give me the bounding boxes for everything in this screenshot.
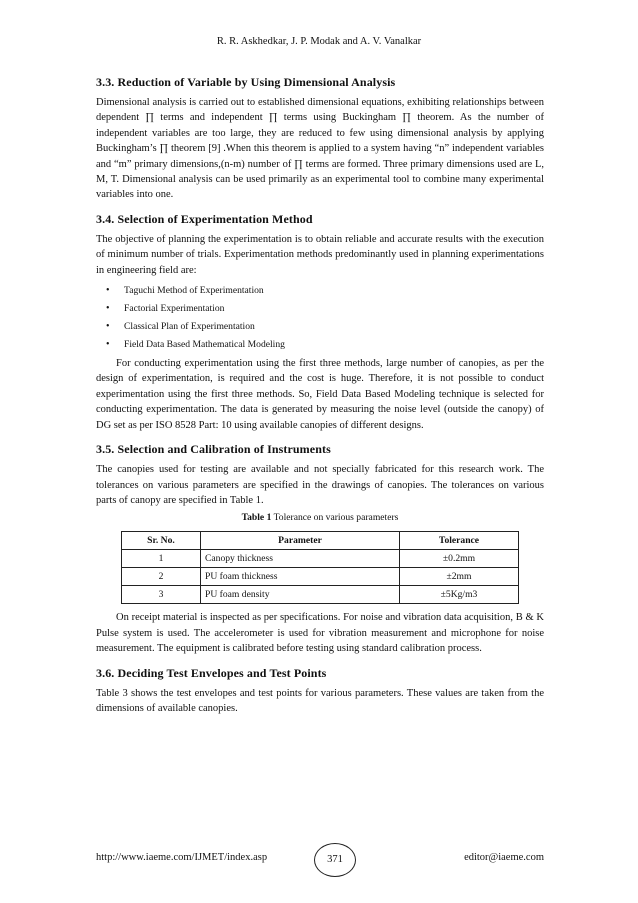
list-item-label: Factorial Experimentation	[124, 303, 225, 315]
bullet-icon: •	[106, 285, 110, 297]
list-item	[96, 336, 544, 354]
list-item	[96, 282, 544, 300]
table-cell: Canopy thickness	[201, 550, 400, 568]
page-footer	[96, 847, 544, 873]
table-caption-text: Tolerance on various parameters	[271, 512, 399, 524]
table-cell: PU foam thickness	[201, 568, 400, 586]
list-item-label: Classical Plan of Experimentation	[124, 321, 255, 333]
running-head: R. R. Askhedkar, J. P. Modak and A. V. Vanalkar	[216, 36, 422, 47]
tolerance-table	[121, 531, 519, 604]
bullet-icon: •	[106, 321, 110, 333]
section-title: 3.6. Deciding Test Envelopes and Test Points	[96, 665, 327, 680]
paragraph: The canopies used for testing are available and not specially fabricated for this research work. The tolerances on various parameters are specified in the drawings of canopies. The tolerances on various parts of canopy are specified in Table 1.	[96, 464, 544, 506]
table-header-row	[122, 532, 519, 550]
journal-url-link[interactable]: http://www.iaeme.com/IJMET/index.asp	[96, 852, 268, 863]
section-title: 3.4. Selection of Experimentation Method	[96, 211, 313, 226]
paragraph: Table 3 shows the test envelopes and test points for various parameters. These values are taken from the dimensions of available canopies.	[96, 687, 544, 714]
table-cell: ±0.2mm	[400, 550, 519, 568]
table-cell: ±2mm	[400, 568, 519, 586]
paragraph: The objective of planning the experimentation is to obtain reliable and accurate results with the execution of minimum number of trials. Experimentation methods predominantly used in planning experimentations in engineering field are:	[96, 233, 544, 276]
page-content	[96, 74, 544, 724]
page-number: 371	[314, 843, 356, 877]
editor-email-link[interactable]: editor@iaeme.com	[464, 852, 544, 863]
section-title: 3.5. Selection and Calibration of Instruments	[96, 442, 331, 457]
bullet-icon: •	[106, 303, 110, 315]
bullet-icon: •	[106, 339, 110, 351]
table-cell: ±5Kg/m3	[400, 586, 519, 604]
section-title: 3.3. Reduction of Variable by Using Dimensional Analysis	[96, 75, 396, 89]
section-3-6	[96, 665, 544, 717]
list-item-label: Field Data Based Mathematical Modeling	[124, 339, 285, 351]
table-row	[122, 568, 519, 586]
table-header-cell: Tolerance	[400, 532, 519, 550]
table-cell: 2	[122, 568, 201, 586]
paragraph: Dimensional analysis is carried out to established dimensional equations, exhibiting relationships between dependent ∏ terms and independent ∏ terms using Buckingham ∏ theorem. As the number of independent variables are too large, they are reduced to few using dimensional analysis by applying Buckingham’s ∏ theorem [9] .When this theorem is applied to a system having “n” independent variables and “m” primary dimensions,(n-m) number of ∏ terms are formed. Three primary dimensions used are L, M, T. Dimensional analysis can be used primarily as an experimental tool to combine many experimental variables into one.	[96, 97, 544, 201]
table-header-cell: Sr. No.	[122, 532, 201, 550]
table-caption-label: Table 1	[241, 512, 272, 524]
list-item	[96, 318, 544, 336]
paragraph: On receipt material is inspected as per specifications. For noise and vibration data acquisition, B & K Pulse system is used. The accelerometer is used for vibration measurement and microphone for noise measurement. The equipment is calibrated before testing using standard calibration process.	[96, 612, 544, 655]
paragraph: For conducting experimentation using the first three methods, large number of canopies, as per the design of experimentation, is required and the cost is huge. Therefore, it is not possible to conduct experimentation using the first three methods. So, Field Data Based Modeling technique is selected for conducting experimentation. The data is generated by measuring the noise level (outside the canopy) of DG set as per ISO 8528 Part: 10 using available canopies of different designs.	[96, 358, 544, 431]
table-cell: 1	[122, 550, 201, 568]
table-cell: 3	[122, 586, 201, 604]
table-cell: PU foam density	[201, 586, 400, 604]
table-row	[122, 550, 519, 568]
list-item-label: Taguchi Method of Experimentation	[124, 285, 264, 297]
section-3-5	[96, 441, 544, 656]
method-list	[96, 282, 544, 354]
section-3-4	[96, 211, 544, 433]
table-row	[122, 586, 519, 604]
list-item	[96, 300, 544, 318]
section-3-3	[96, 74, 544, 203]
table-header-cell: Parameter	[201, 532, 400, 550]
table-caption	[96, 512, 544, 523]
